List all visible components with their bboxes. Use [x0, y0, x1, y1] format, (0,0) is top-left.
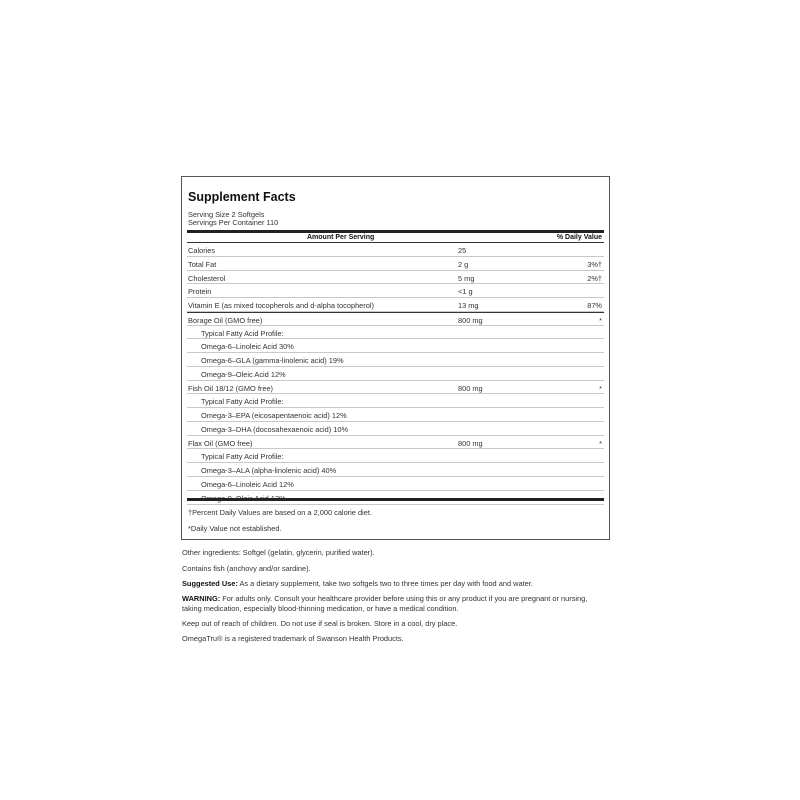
warning-label: WARNING: — [182, 594, 221, 603]
nutrient-name: Omega-9–Oleic Acid 12% — [201, 369, 286, 379]
nutrient-name: Typical Fatty Acid Profile: — [201, 397, 284, 407]
nutrient-daily-value: * — [599, 315, 602, 325]
warning-text: For adults only. Consult your healthcare provider before using this or any product if you are pregnant or nursing, taking medication, especially blood-thinning medication, or have a medical condition. — [182, 594, 588, 613]
nutrient-amount: 800 mg — [458, 315, 483, 325]
table-row — [187, 394, 604, 408]
nutrient-name: Cholesterol — [188, 273, 226, 283]
suggested-use-text: As a dietary supplement, take two softgels two to three times per day with food and water. — [237, 579, 533, 588]
nutrient-daily-value: 3%† — [587, 259, 602, 269]
nutrient-name: Omega-6–Linoleic Acid 12% — [201, 480, 294, 490]
nutrient-name: Total Fat — [188, 259, 217, 269]
table-row — [187, 367, 604, 381]
table-row — [187, 312, 604, 326]
suggested-use — [182, 579, 602, 589]
nutrient-amount: <1 g — [458, 287, 473, 297]
nutrient-name: Omega-3–ALA (alpha-linolenic acid) 40% — [201, 466, 337, 476]
nutrient-daily-value: 2%† — [587, 273, 602, 283]
table-row — [187, 298, 604, 312]
other-ingredients: Other ingredients: Softgel (gelatin, glycerin, purified water). — [182, 548, 375, 557]
nutrient-amount: 800 mg — [458, 438, 483, 448]
nutrient-name: Borage Oil (GMO free) — [188, 315, 263, 325]
nutrient-rows — [187, 243, 604, 505]
table-row — [187, 257, 604, 271]
header-daily-value: % Daily Value — [556, 234, 602, 241]
nutrient-amount: 13 mg — [458, 301, 479, 311]
nutrient-name: Typical Fatty Acid Profile: — [201, 328, 284, 338]
table-row — [187, 326, 604, 340]
nutrient-name: Calories — [188, 246, 216, 255]
table-row — [187, 436, 604, 450]
serving-size: Serving Size 2 Softgels — [188, 210, 265, 219]
servings-per-container: Servings Per Container 110 — [188, 218, 279, 227]
nutrient-name: Omega-3–DHA (docosahexaenoic acid) 10% — [201, 424, 349, 434]
table-row — [187, 422, 604, 436]
table-row — [187, 477, 604, 491]
contains-fish: Contains fish (anchovy and/or sardine). — [182, 564, 311, 573]
footnote-dv-not-established: *Daily Value not established. — [188, 524, 282, 533]
nutrient-daily-value: * — [599, 438, 602, 448]
nutrient-daily-value: 87% — [587, 301, 602, 311]
table-row — [187, 463, 604, 477]
header-amount-per-serving: Amount Per Serving — [307, 234, 375, 241]
nutrient-name: Omega-6–Linoleic Acid 30% — [201, 342, 294, 352]
table-row — [187, 449, 604, 463]
table-row — [187, 353, 604, 367]
table-row — [187, 284, 604, 298]
supplement-facts-panel — [181, 176, 610, 540]
table-row — [187, 408, 604, 422]
nutrient-name: Omega-3–EPA (eicosapentaenoic acid) 12% — [201, 411, 347, 421]
thick-divider-top — [187, 230, 604, 233]
warning — [182, 594, 602, 613]
nutrient-name: Protein — [188, 287, 212, 297]
table-row — [187, 381, 604, 395]
nutrient-name: Flax Oil (GMO free) — [188, 438, 253, 448]
nutrient-name: Omega-6–GLA (gamma-linolenic acid) 19% — [201, 356, 344, 366]
footnote-percent-dv: †Percent Daily Values are based on a 2,000 calorie diet. — [188, 508, 372, 517]
table-row — [187, 339, 604, 353]
nutrient-name: Fish Oil 18/12 (GMO free) — [188, 383, 274, 393]
suggested-use-label: Suggested Use: — [182, 579, 238, 588]
nutrient-amount: 25 — [458, 246, 467, 255]
nutrient-amount: 800 mg — [458, 383, 483, 393]
nutrient-amount: 5 mg — [458, 273, 475, 283]
table-row — [187, 243, 604, 257]
nutrient-amount: 2 g — [458, 259, 469, 269]
nutrient-name: Vitamin E (as mixed tocopherols and d-alpha tocopherol) — [188, 301, 374, 311]
nutrient-daily-value: * — [599, 383, 602, 393]
thick-divider-bottom — [187, 498, 604, 501]
trademark-notice: OmegaTru® is a registered trademark of Swanson Health Products. — [182, 634, 404, 643]
panel-title: Supplement Facts — [188, 190, 296, 204]
storage-instructions: Keep out of reach of children. Do not use if seal is broken. Store in a cool, dry place. — [182, 619, 458, 628]
table-row — [187, 271, 604, 285]
nutrient-name: Typical Fatty Acid Profile: — [201, 452, 284, 462]
